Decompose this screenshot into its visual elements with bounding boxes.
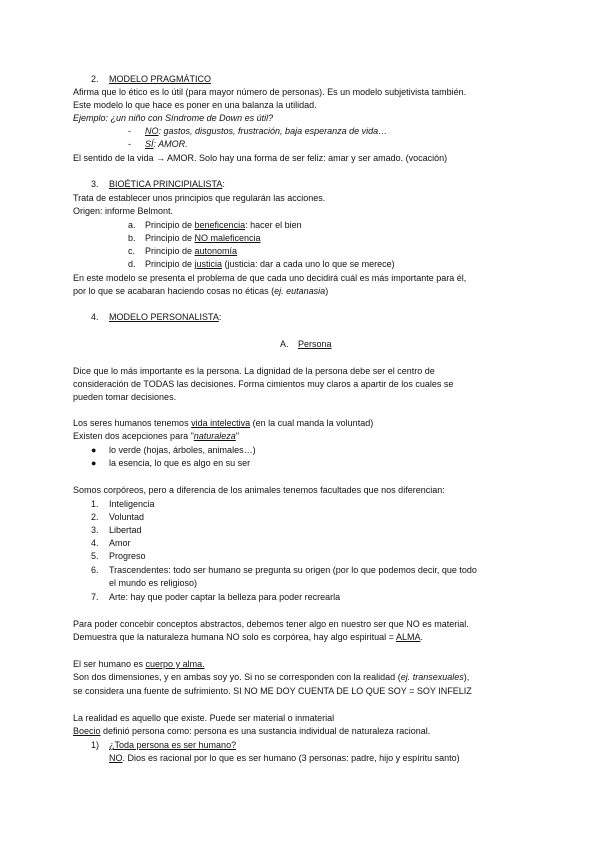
boecio-rest: definió persona como: persona es una sustancia individual de naturaleza racional. (100, 726, 431, 736)
principle-letter: b. (128, 233, 136, 243)
section-2-para-1: Afirma que lo ético es lo útil (para mayor número de personas). Es un modelo subjetivista también. (73, 87, 467, 97)
cuerpo-pre: El ser humano es (73, 659, 146, 669)
vida-term: vida intelectiva (191, 418, 251, 428)
bullet-dot: ● (91, 458, 97, 468)
faculty-number: 2. (91, 512, 99, 522)
subsection-title: Persona (298, 339, 332, 349)
abstract-line-2 (73, 631, 423, 643)
section-4-heading-line (109, 311, 221, 323)
section-4-heading: MODELO PERSONALISTA (109, 312, 219, 322)
section-3-heading: BIOÉTICA PRINCIPIALISTA (109, 179, 223, 189)
section-2-dash-2 (145, 138, 188, 150)
section-4-number: 4. (91, 312, 99, 322)
section-2-para-2: Este modelo lo que hace es poner en una balanza la utilidad. (73, 100, 317, 110)
faculty-number: 3. (91, 525, 99, 535)
faculty-item-continuation: el mundo es religioso) (109, 578, 198, 588)
vida-post: (en la cual manda la voluntad) (250, 418, 374, 428)
faculty-item: Progreso (109, 551, 146, 561)
para-4-a: por lo que se acabaran haciendo cosas no éticas ( (73, 286, 275, 296)
principle-item (145, 219, 302, 231)
para-line: consideración de TODAS las decisiones. Forma cimientos muy claros a apartir de los cuales se (73, 379, 454, 389)
section-3-para-1: Trata de establecer unos principios que regularán las acciones. (73, 193, 326, 203)
dim1-a: Son dos dimensiones, y en ambas soy yo. Si no se corresponden con la realidad ( (73, 672, 401, 682)
bullet-item: lo verde (hojas, árboles, animales…) (109, 445, 256, 455)
faculty-number: 4. (91, 538, 99, 548)
section-3-para-4 (73, 285, 328, 297)
para-line: pueden tomar decisiones. (73, 392, 177, 402)
dash-1-rest: : gastos, disgustos, frustración, baja esperanza de vida… (158, 126, 388, 136)
faculty-item: Inteligencia (109, 499, 155, 509)
principle-letter: a. (128, 220, 136, 230)
answer-strong: NO (109, 753, 123, 763)
principle-term: beneficencia (194, 220, 246, 230)
faculty-number: 5. (91, 551, 99, 561)
boecio-name: Boecio (73, 726, 101, 736)
dash-bullet: - (128, 126, 131, 136)
answer-rest: . Dios es racional por lo que es ser humano (3 personas: padre, hijo y espíritu santo) (122, 753, 460, 763)
cuerpo-line (73, 658, 205, 670)
principle-item (145, 245, 237, 257)
vida-line (73, 417, 373, 429)
acep-post: " (235, 431, 240, 441)
faculty-number: 7. (91, 592, 99, 602)
dash-1-strong: NO (145, 126, 159, 136)
section-3-para-2: Origen: informe Belmont. (73, 206, 174, 216)
boecio-line (73, 725, 430, 737)
section-2-para-3: El sentido de la vida → AMOR. Solo hay una forma de ser feliz: amar y ser amado. (vocación) (73, 153, 448, 163)
section-3-para-3: En este modelo se presenta el problema de que cada uno decidirá cuál es más importante para él, (73, 273, 467, 283)
dim1-c: ), (463, 672, 470, 682)
faculty-item: Trascendentes: todo ser humano se pregunta su origen (por lo que podemos decir, que todo (109, 565, 477, 575)
acep-term: naturaleza (193, 431, 236, 441)
faculty-number: 6. (91, 565, 99, 575)
dash-2-rest: : AMOR. (153, 139, 188, 149)
principle-term: justicia (194, 259, 223, 269)
para-4-b: ej. eutanasia (274, 286, 326, 296)
faculty-number: 1. (91, 499, 99, 509)
section-2-example: Ejemplo: ¿un niño con Síndrome de Down es útil? (73, 113, 274, 123)
principle-post: (justicia: dar a cada uno lo que se merece) (222, 259, 395, 269)
cuerpo-term: cuerpo y alma. (145, 659, 205, 669)
section-3-colon: : (222, 179, 225, 189)
principle-pre: Principio de (145, 220, 195, 230)
section-2-number: 2. (91, 74, 99, 84)
para-4-c: ) (325, 286, 329, 296)
faculty-item: Libertad (109, 525, 142, 535)
principle-post: : hacer el bien (245, 220, 302, 230)
principle-pre: Principio de (145, 259, 195, 269)
vida-pre: Los seres humanos tenemos (73, 418, 192, 428)
acep-pre: Existen dos acepciones para " (73, 431, 194, 441)
section-3-number: 3. (91, 179, 99, 189)
abs2-a: Demuestra que la naturaleza humana NO solo es corpórea, hay algo espiritual = (73, 632, 396, 642)
principle-term: autonomía (194, 246, 238, 256)
question-text: ¿Toda persona es ser humano? (109, 740, 237, 750)
dimensiones-line-2: se considera una fuente de sufrimiento. SI NO ME DOY CUENTA DE LO QUE SOY = SOY INFELIZ (73, 686, 472, 696)
subsection-letter: A. (280, 339, 289, 349)
abstract-line-1: Para poder concebir conceptos abstractos, debemos tener algo en nuestro ser que NO es material. (73, 619, 469, 629)
principle-pre: Principio de (145, 246, 195, 256)
bullet-dot: ● (91, 445, 97, 455)
principle-letter: d. (128, 259, 136, 269)
principle-term: NO maleficencia (194, 233, 261, 243)
corporeos-line: Somos corpóreos, pero a diferencia de los animales tenemos facultades que nos diferencian: (73, 485, 445, 495)
question-number: 1) (91, 740, 100, 750)
section-2-heading: MODELO PRAGMÁTICO (109, 74, 212, 84)
dim1-b: ej. transexuales (400, 672, 464, 682)
answer-line (109, 752, 460, 764)
dash-bullet: - (128, 139, 131, 149)
faculty-item: Arte: hay que poder captar la belleza para poder recrearla (109, 592, 341, 602)
realidad-line: La realidad es aquello que existe. Puede ser material o inmaterial (73, 713, 335, 723)
acepciones-line (73, 430, 239, 442)
dimensiones-line-1 (73, 671, 469, 683)
principle-letter: c. (128, 246, 136, 256)
section-2-dash-1 (145, 125, 387, 137)
bullet-item: la esencia, lo que es algo en su ser (109, 458, 251, 468)
abs2-c: . (420, 632, 423, 642)
faculty-item: Voluntad (109, 512, 145, 522)
section-3-heading-line (109, 178, 225, 190)
dash-2-strong: SÍ (145, 139, 154, 149)
principle-pre: Principio de (145, 233, 195, 243)
section-4-colon: : (218, 312, 222, 322)
para-line: Dice que lo más importante es la persona. La dignidad de la persona debe ser el centro de (73, 366, 435, 376)
faculty-item: Amor (109, 538, 131, 548)
abs2-alma: ALMA (395, 632, 421, 642)
principle-item (145, 258, 395, 270)
principle-item (145, 232, 261, 244)
